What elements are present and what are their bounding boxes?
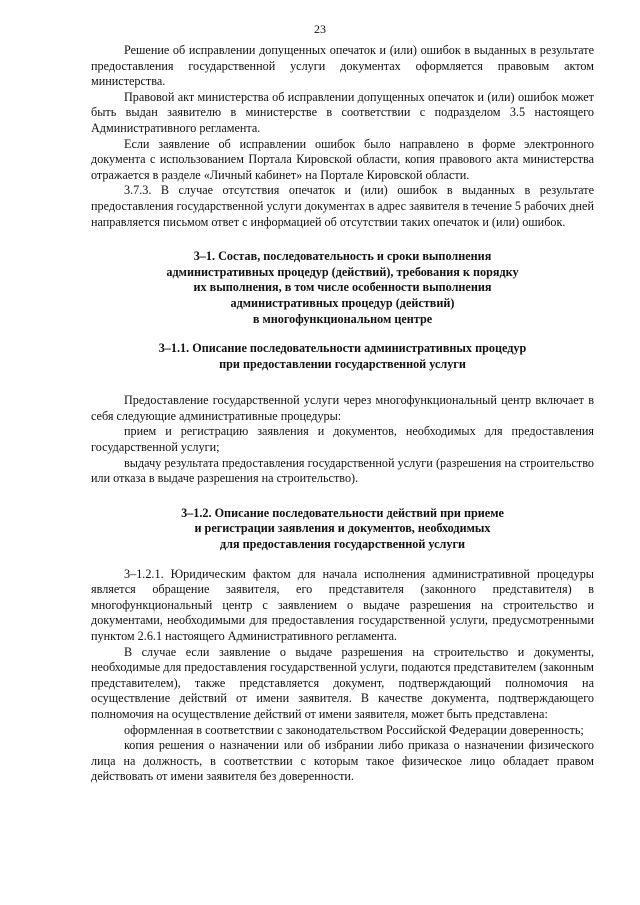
paragraph: оформленная в соответствии с законодательством Российской Федерации доверенность;: [124, 722, 584, 737]
paragraph: В случае если заявление о выдаче разрешения на строительство и документы, необходимые для предоставления государственной услуги, подаются представителем (законным представителем), также представляется документ, подтверждающий полномочия на осуществление действий от имени заявителя. В качестве документа, подтверждающего полномочия на осуществление действий от имени заявителя, может быть представлена:: [91, 644, 594, 721]
subsection-heading: [91, 506, 594, 553]
subsection-heading: [91, 341, 594, 372]
page-number: 23: [314, 22, 326, 36]
heading-line: их выполнения, в том числе особенности выполнения: [193, 280, 492, 295]
paragraph: прием и регистрацию заявления и документов, необходимых для предоставления государственной услуги;: [91, 424, 594, 455]
heading-line: при предоставлении государственной услуги: [219, 356, 466, 371]
heading-line: 3–1.1. Описание последовательности административных процедур: [158, 341, 527, 356]
heading-line: 3–1. Состав, последовательность и сроки выполнения: [193, 249, 492, 264]
paragraph: 3.7.3. В случае отсутствия опечаток и (или) ошибок в выданных в результате предоставления государственной услуги документах в адрес заявителя в течение 5 рабочих дней направляется письмом ответ с информацией об отсутствии таких опечаток и (или) ошибок.: [91, 183, 594, 229]
heading-line: 3–1.2. Описание последовательности действий при приеме: [181, 505, 504, 520]
heading-line: и регистрации заявления и документов, необходимых: [194, 521, 491, 536]
paragraph: Решение об исправлении допущенных опечаток и (или) ошибок в выданных в результате предоставления государственной услуги документах оформляется правовым актом министерства.: [91, 43, 594, 89]
paragraph: Предоставление государственной услуги через многофункциональный центр включает в себя следующие административные процедуры:: [91, 393, 594, 423]
heading-line: в многофункциональном центре: [252, 311, 433, 326]
heading-line: для предоставления государственной услуги: [219, 537, 466, 552]
paragraph: Правовой акт министерства об исправлении допущенных опечаток и (или) ошибок может быть выдан заявителю в министерстве в соответствии с подразделом 3.5 настоящего Административного регламента.: [91, 89, 594, 135]
heading-line: административных процедур (действий), требования к порядку: [166, 264, 519, 279]
paragraph: копия решения о назначении или об избрании либо приказа о назначении физического лица на должность, в соответствии с которым такое физическое лицо обладает правом действовать от имени заявителя без доверенности.: [91, 738, 594, 784]
section-heading: [91, 249, 594, 327]
paragraph: Если заявление об исправлении ошибок было направлено в форме электронного документа с использованием Портала Кировской области, копия правового акта министерства отражается в разделе «Личный кабинет» на Портале Кировской области.: [91, 136, 594, 182]
heading-line: административных процедур (действий): [230, 295, 455, 310]
paragraph: выдачу результата предоставления государственной услуги (разрешения на строительство или отказа в выдаче разрешения на строительство).: [91, 455, 594, 486]
paragraph: 3–1.2.1. Юридическим фактом для начала исполнения административной процедуры является обращение заявителя, его представителя (законного представителя) в многофункциональный центр с заявлением о выдаче разрешения на строительство и документами, необходимыми для предоставления государственной услуги, предусмотренными пунктом 2.6.1 настоящего Административного регламента.: [91, 566, 594, 643]
page-content: [91, 43, 594, 785]
